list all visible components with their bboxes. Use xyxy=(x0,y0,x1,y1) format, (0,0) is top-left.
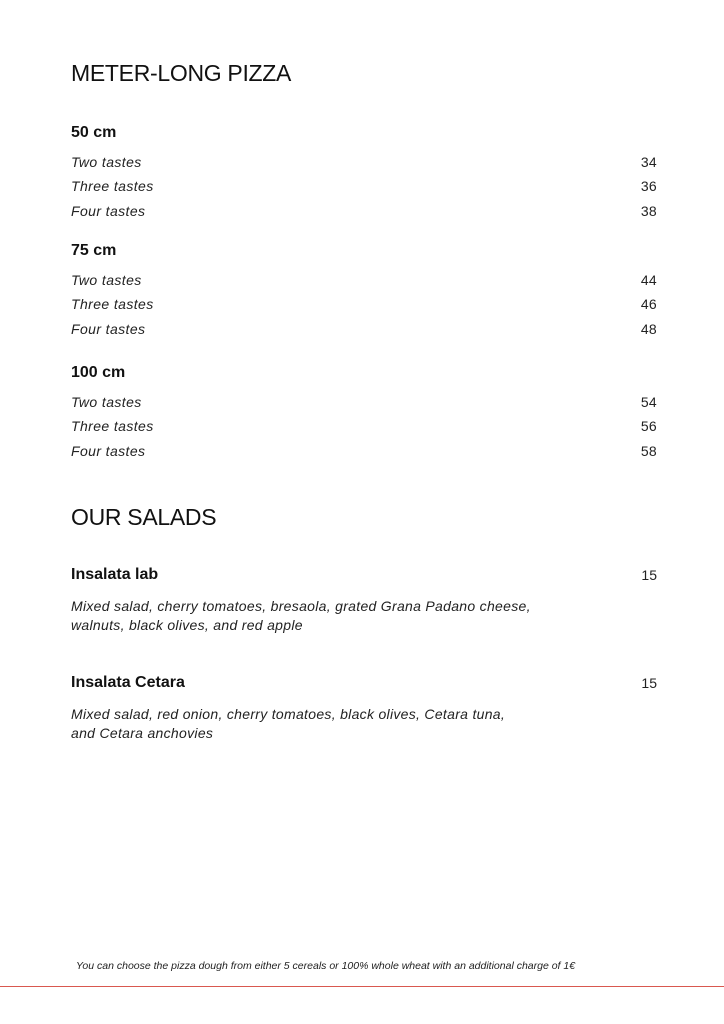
menu-row xyxy=(71,152,657,172)
item-name: Three tastes xyxy=(71,296,154,312)
item-price: 56 xyxy=(640,418,657,434)
size-heading-75cm: 75 cm xyxy=(71,242,117,259)
item-price: 44 xyxy=(640,272,657,288)
menu-row xyxy=(71,176,657,196)
salad-name: Insalata lab xyxy=(71,566,159,583)
menu-row xyxy=(71,441,657,461)
menu-row xyxy=(71,392,657,412)
item-name: Four tastes xyxy=(71,203,146,219)
item-name: Four tastes xyxy=(71,321,146,337)
footer-note: You can choose the pizza dough from either 5 cereals or 100% whole wheat with an additional charge of 1€ xyxy=(76,960,576,972)
item-price: 54 xyxy=(640,394,657,410)
item-price: 48 xyxy=(640,321,657,337)
salad-description-line: Mixed salad, red onion, cherry tomatoes, black olives, Cetara tuna, xyxy=(71,706,506,722)
salad-description xyxy=(71,705,571,742)
item-price: 58 xyxy=(640,443,657,459)
pizza-section-title: METER-LONG PIZZA xyxy=(71,60,292,86)
menu-row xyxy=(71,294,657,314)
salad-description-line: Mixed salad, cherry tomatoes, bresaola, grated Grana Padano cheese, xyxy=(71,598,531,614)
item-name: Three tastes xyxy=(71,178,154,194)
size-heading-100cm: 100 cm xyxy=(71,364,126,381)
item-price: 46 xyxy=(640,296,657,312)
item-name: Two tastes xyxy=(71,154,142,170)
footer-divider xyxy=(0,986,724,987)
menu-row xyxy=(71,201,657,221)
item-name: Three tastes xyxy=(71,418,154,434)
menu-row xyxy=(71,416,657,436)
item-price: 36 xyxy=(640,178,657,194)
item-name: Two tastes xyxy=(71,272,142,288)
salad-header xyxy=(71,566,657,584)
salad-price: 15 xyxy=(641,675,657,691)
salad-description xyxy=(71,597,571,634)
salad-name: Insalata Cetara xyxy=(71,674,185,691)
item-price: 34 xyxy=(640,154,657,170)
salad-header xyxy=(71,674,657,692)
item-name: Two tastes xyxy=(71,394,142,410)
menu-row xyxy=(71,270,657,290)
salad-price: 15 xyxy=(641,567,657,583)
salads-section-title: OUR SALADS xyxy=(71,504,217,530)
item-price: 38 xyxy=(640,203,657,219)
item-name: Four tastes xyxy=(71,443,146,459)
menu-row xyxy=(71,319,657,339)
size-heading-50cm: 50 cm xyxy=(71,124,117,141)
salad-description-line: walnuts, black olives, and red apple xyxy=(71,616,303,633)
salad-description-line: and Cetara anchovies xyxy=(71,724,214,741)
